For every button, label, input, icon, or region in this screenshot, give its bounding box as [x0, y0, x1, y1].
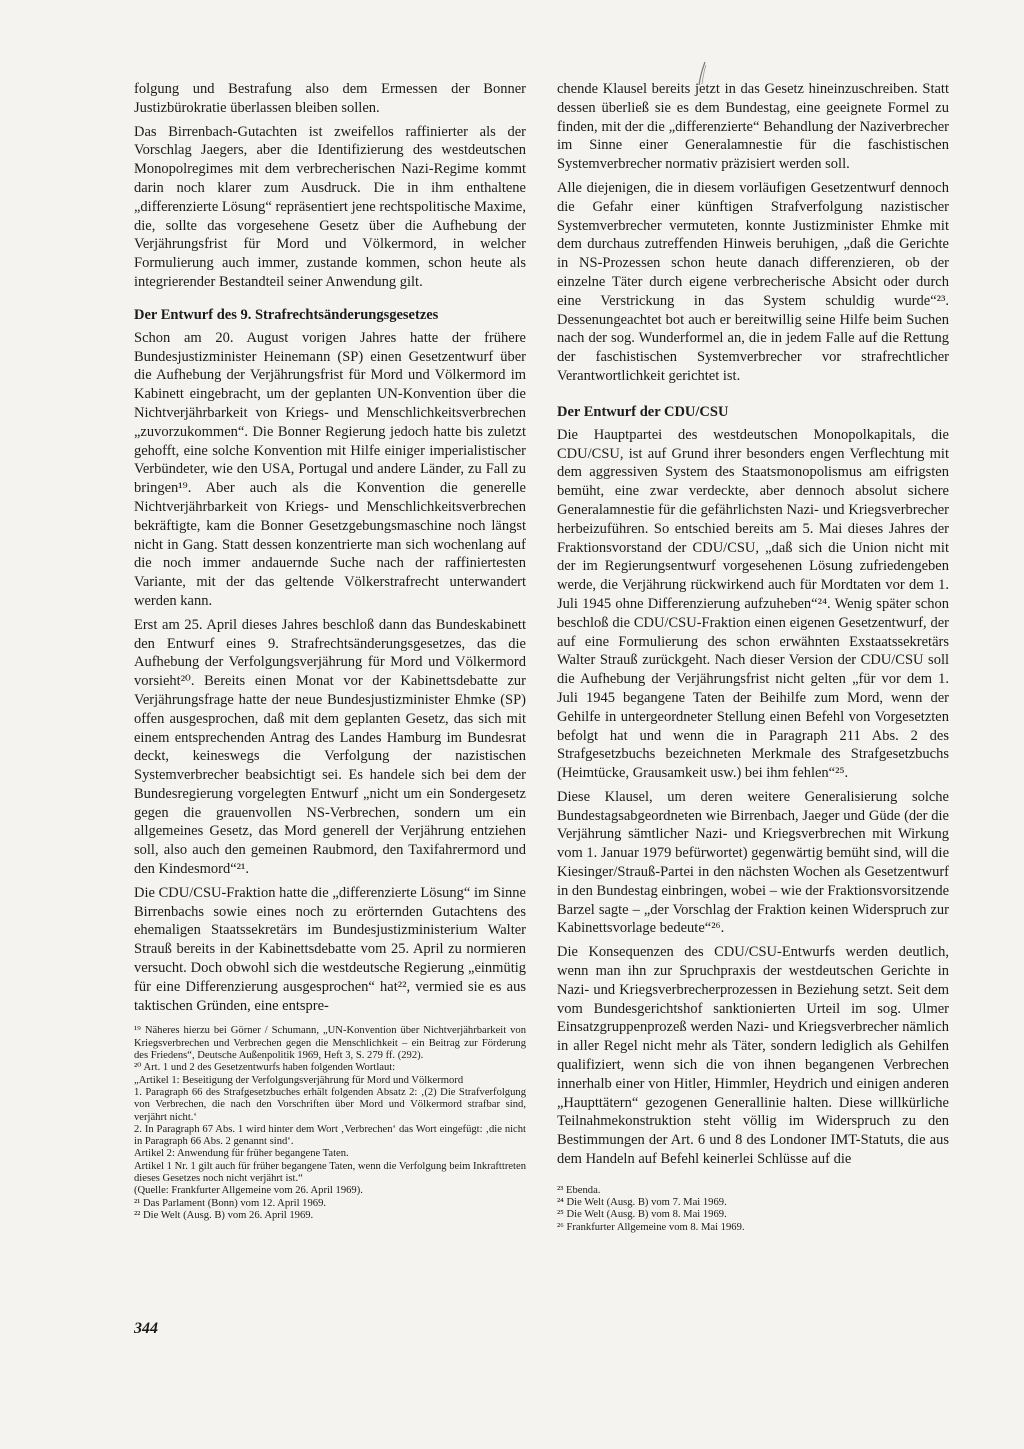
left-paragraph-3: Schon am 20. August vorigen Jahres hatte der frühere Bundesjustizminister Heinemann (SP) einen Gesetzentwurf über die Aufhebung der Verjährungsfrist für Mord und Völkermord im Kabinett eingebracht, um der geplanten UN-Konvention über die Nichtverjährbarkeit von Kriegs- und Menschlichkeitsverbrechen „zuvorzukommen“. Die Bonner Regierung jedoch hatte bis zuletzt gehofft, eine solche Konvention mit Hilfe einiger imperialistischer Verbündeter, wie den USA, Portugal und andere Länder, zu Fall zu bringen¹⁹. Aber auch als die Konvention die generelle Nichtverjährbarkeit von Kriegs- und Menschlichkeitsverbrechen bekräftigte, kam die Bonner Gesetzgebungsmaschine noch längst nicht in Gang. Statt dessen konzentrierte man sich wochenlang auf die noch immer andauernde Suche nach der raffiniertesten Variante, mit der das geltende Völkerstrafrecht unterwandert werden kann.	[134, 329, 526, 609]
footnote-20-item-2: 2. In Paragraph 67 Abs. 1 wird hinter dem Wort ‚Verbrechen‘ das Wort eingefügt: ‚die nicht in Paragraph 66 Abs. 2 genannt sind‘.	[134, 1123, 526, 1148]
right-paragraph-4: Diese Klausel, um deren weitere Generalisierung solche Bundestagsabgeordneten wie Birrenbach, Jaeger und Güde (der die Verjährung sämtlicher Nazi- und Kriegsverbrechen mit Wirkung vom 1. Januar 1979 befürwortet) gegenwärtig bemüht sind, will die Kiesinger/Strauß-Partei in den nächsten Wochen als Gesetzentwurf in den Bundestag einbringen, wobei – wie der Fraktionsvorsitzende Barzel sagte – „der Vorschlag der Fraktion keinen Widerspruch zur Kabinettsvorlage bedeute“²⁶.	[557, 788, 949, 937]
footnote-25: ²⁵ Die Welt (Ausg. B) vom 8. Mai 1969.	[557, 1209, 727, 1221]
left-paragraph-4: Erst am 25. April dieses Jahres beschloß dann das Bundeskabinett den Entwurf eines 9. Strafrechtsänderungsgesetzes, das die Aufhebung der Verfolgungsverjährung für Mord und Völkermord vorsieht²⁰. Bereits einen Monat vor der Kabinettsdebatte zur Verjährungsfrage hatte der neue Bundesjustizminister Ehmke (SP) offen ausgesprochen, daß mit dem geplanten Gesetz, das sich mit einem entsprechenden Antrag des Landes Hamburg im Bundesrat deckt, keineswegs die Verfolgung der nazistischen Systemverbrecher beabsichtigt sei. Es handele sich bei dem der Bundesregierung vorgelegten Entwurf „nicht um ein Sondergesetz gegen die grauenvollen NS-Verbrechen, sondern um ein allgemeines Gesetz, das Mord generell der Verjährung entziehen soll, also auch den gemeinen Raubmord, den Taxifahrermord und den Kindesmord“²¹.	[134, 616, 526, 878]
footnote-20-source: (Quelle: Frankfurter Allgemeine vom 26. April 1969).	[134, 1185, 363, 1197]
footnote-20-article-2: Artikel 2: Anwendung für früher begangene Taten.	[134, 1148, 349, 1160]
footnote-20: ²⁰ Art. 1 und 2 des Gesetzentwurfs haben folgenden Wortlaut:	[134, 1062, 396, 1074]
footnote-20-article-1: „Artikel 1: Beseitigung der Verfolgungsverjährung für Mord und Völkermord	[134, 1074, 464, 1086]
left-footnotes	[134, 1025, 526, 1222]
right-paragraph-2: Alle diejenigen, die in diesem vorläufigen Gesetzentwurf dennoch die Gefahr einer künftigen Strafverfolgung nazistischer Systemverbrecher vermuteten, konnte Justizminister Ehmke mit dem durchaus zutreffenden Hinweis beruhigen, „daß die Gerichte in NS-Prozessen schon heute danach differenzieren, ob der einzelne Täter durch eigene verbrecherische Absicht oder durch eine Verstrickung in das System schuldig wurde“²³. Dessenungeachtet bot auch er bereitwillig seine Hilfe beim Suchen nach der sog. Wunderformel an, die in jedem Falle auf die Rettung der faschistischen Systemverbrecher vor strafrechtlicher Verantwortlichkeit gerichtet ist.	[557, 179, 949, 384]
footnote-19: ¹⁹ Näheres hierzu bei Görner / Schumann, „UN-Konvention über Nichtverjährbarkeit von Kriegsverbrechen und Verbrechen gegen die Menschlichkeit – ein Beitrag zur Förderung des Friedens“, Deutsche Außenpolitik 1969, Heft 3, S. 279 ff. (292).	[134, 1025, 526, 1062]
right-paragraph-5: Die Konsequenzen des CDU/CSU-Entwurfs werden deutlich, wenn man ihn zur Spruchpraxis der westdeutschen Gerichte in Nazi- und Kriegsverbrecherprozessen in Beziehung setzt. Seit dem vom Bundesgerichtshof sanktionierten Urteil im sog. Ulmer Einsatzgruppenprozeß werden Nazi- und Kriegsverbrecher nämlich in aller Regel nicht mehr als Täter, sondern lediglich als Gehilfen qualifiziert, wenn sich die von ihnen begangenen Verbrechen innerhalb einer von Hitler, Himmler, Heydrich und einigen anderen „Haupttätern“ gezogenen Generallinie halten. Diese willkürliche Teilnahmekonstruktion steht völlig im Widerspruch zu den Bestimmungen der Art. 6 und 8 des Londoner IMT-Statuts, die aus dem Handeln auf Befehl keinerlei Schlüsse auf die	[557, 944, 949, 1168]
page-number: 344	[134, 1320, 158, 1337]
left-column	[134, 80, 526, 1222]
footnote-26: ²⁶ Frankfurter Allgemeine vom 8. Mai 1969.	[557, 1221, 745, 1233]
footnote-22: ²² Die Welt (Ausg. B) vom 26. April 1969.	[134, 1209, 314, 1221]
footnote-23: ²³ Ebenda.	[557, 1184, 601, 1196]
section-heading-strafrecht: Der Entwurf des 9. Strafrechtsänderungsgesetzes	[134, 306, 439, 323]
footnote-24: ²⁴ Die Welt (Ausg. B) vom 7. Mai 1969.	[557, 1197, 727, 1209]
left-paragraph-2: Das Birrenbach-Gutachten ist zweifellos raffinierter als der Vorschlag Jaegers, aber die Identifizierung des westdeutschen Monopolregimes mit dem verbrecherischen Nazi-Regime kommt darin noch klarer zum Ausdruck. Die in ihm enthaltene „differenzierte Lösung“ repräsentiert jene rechtspolitische Maxime, die, sollte das vorgesehene Gesetz über die Aufhebung der Verjährungsfrist für Mord und Völkermord, in welcher Formulierung auch immer, zustande kommen, schon heute als integrierender Bestandteil seiner Anwendung gilt.	[134, 123, 526, 290]
footnote-20-item-1: 1. Paragraph 66 des Strafgesetzbuches erhält folgenden Absatz 2: ‚(2) Die Strafverfolgung von Verbrechen, die nach den Vorschriften über Mord und Völkermord strafbar sind, verjährt nicht.‘	[134, 1086, 526, 1123]
left-paragraph-5: Die CDU/CSU-Fraktion hatte die „differenzierte Lösung“ im Sinne Birrenbachs sowie eines noch zu erörternden Gutachtens des ehemaligen Staatssekretärs im Bundesjustizministerium Walter Strauß bereits in der Kabinettsdebatte vom 25. April zu normieren versucht. Doch obwohl sich die westdeutsche Regierung „einmütig für eine Differenzierung ausgesprochen“ hat²², vermied sie es aus taktischen Gründen, eine entspre-	[134, 884, 526, 1014]
section-heading-cdu-csu: Der Entwurf der CDU/CSU	[557, 403, 729, 420]
right-paragraph-1: chende Klausel bereits jetzt in das Gesetz hineinzuschreiben. Statt dessen überließ sie es dem Bundestag, eine geeignete Formel zu finden, mit der die „differenzierte“ Behandlung der Naziverbrecher im Sinne einer Generalamnestie für die faschistischen Systemverbrecher normativ präzisiert werden soll.	[557, 81, 949, 173]
footnote-21: ²¹ Das Parlament (Bonn) vom 12. April 1969.	[134, 1197, 327, 1209]
right-footnotes	[557, 1185, 949, 1234]
right-paragraph-3: Die Hauptpartei des westdeutschen Monopolkapitals, die CDU/CSU, ist auf Grund ihrer besonders engen Verflechtung mit dem aggressiven System des Staatsmonopolismus am eifrigsten bemüht, eine zwar verdeckte, aber dennoch absolut sichere Generalamnestie für die gefährlichsten Nazi- und Kriegsverbrecher herbeizuführen. So entschied bereits am 5. Mai dieses Jahres der Fraktionsvorstand der CDU/CSU, „daß sich die Union nicht mit der im Regierungsentwurf vorgesehenen Lösung zufriedengeben werde, die Verjährung rückwirkend auch für Mordtaten vor dem 1. Juli 1945 ohne Differenzierung aufzuheben“²⁴. Wenig später schon beschloß die CDU/CSU-Fraktion einen eigenen Gesetzentwurf, der auf eine Formulierung des schon erwähnten Exstaatssekretärs Walter Strauß zurückgeht. Nach dieser Version der CDU/CSU soll die Aufhebung der Verjährungsfrist nicht gelten „für vor dem 1. Juli 1945 begangene Taten der Beihilfe zum Mord, wenn der Gehilfe in untergeordneter Stellung einen Befehl von Vorgesetzten befolgt hat und wenn die in Paragraph 211 Abs. 2 des Strafgesetzbuchs bezeichneten Merkmale des Strafgesetzbuchs (Heimtücke, Grausamkeit usw.) bei ihm fehlen“²⁵.	[557, 426, 949, 782]
right-column	[557, 80, 949, 1234]
left-paragraph-1: folgung und Bestrafung also dem Ermessen der Bonner Justizbürokratie überlassen bleiben sollen.	[134, 81, 526, 116]
footnote-20-article-2-text: Artikel 1 Nr. 1 gilt auch für früher begangene Taten, wenn die Verfolgung beim Inkrafttreten dieses Gesetzes noch nicht verjährt ist.“	[134, 1160, 526, 1185]
